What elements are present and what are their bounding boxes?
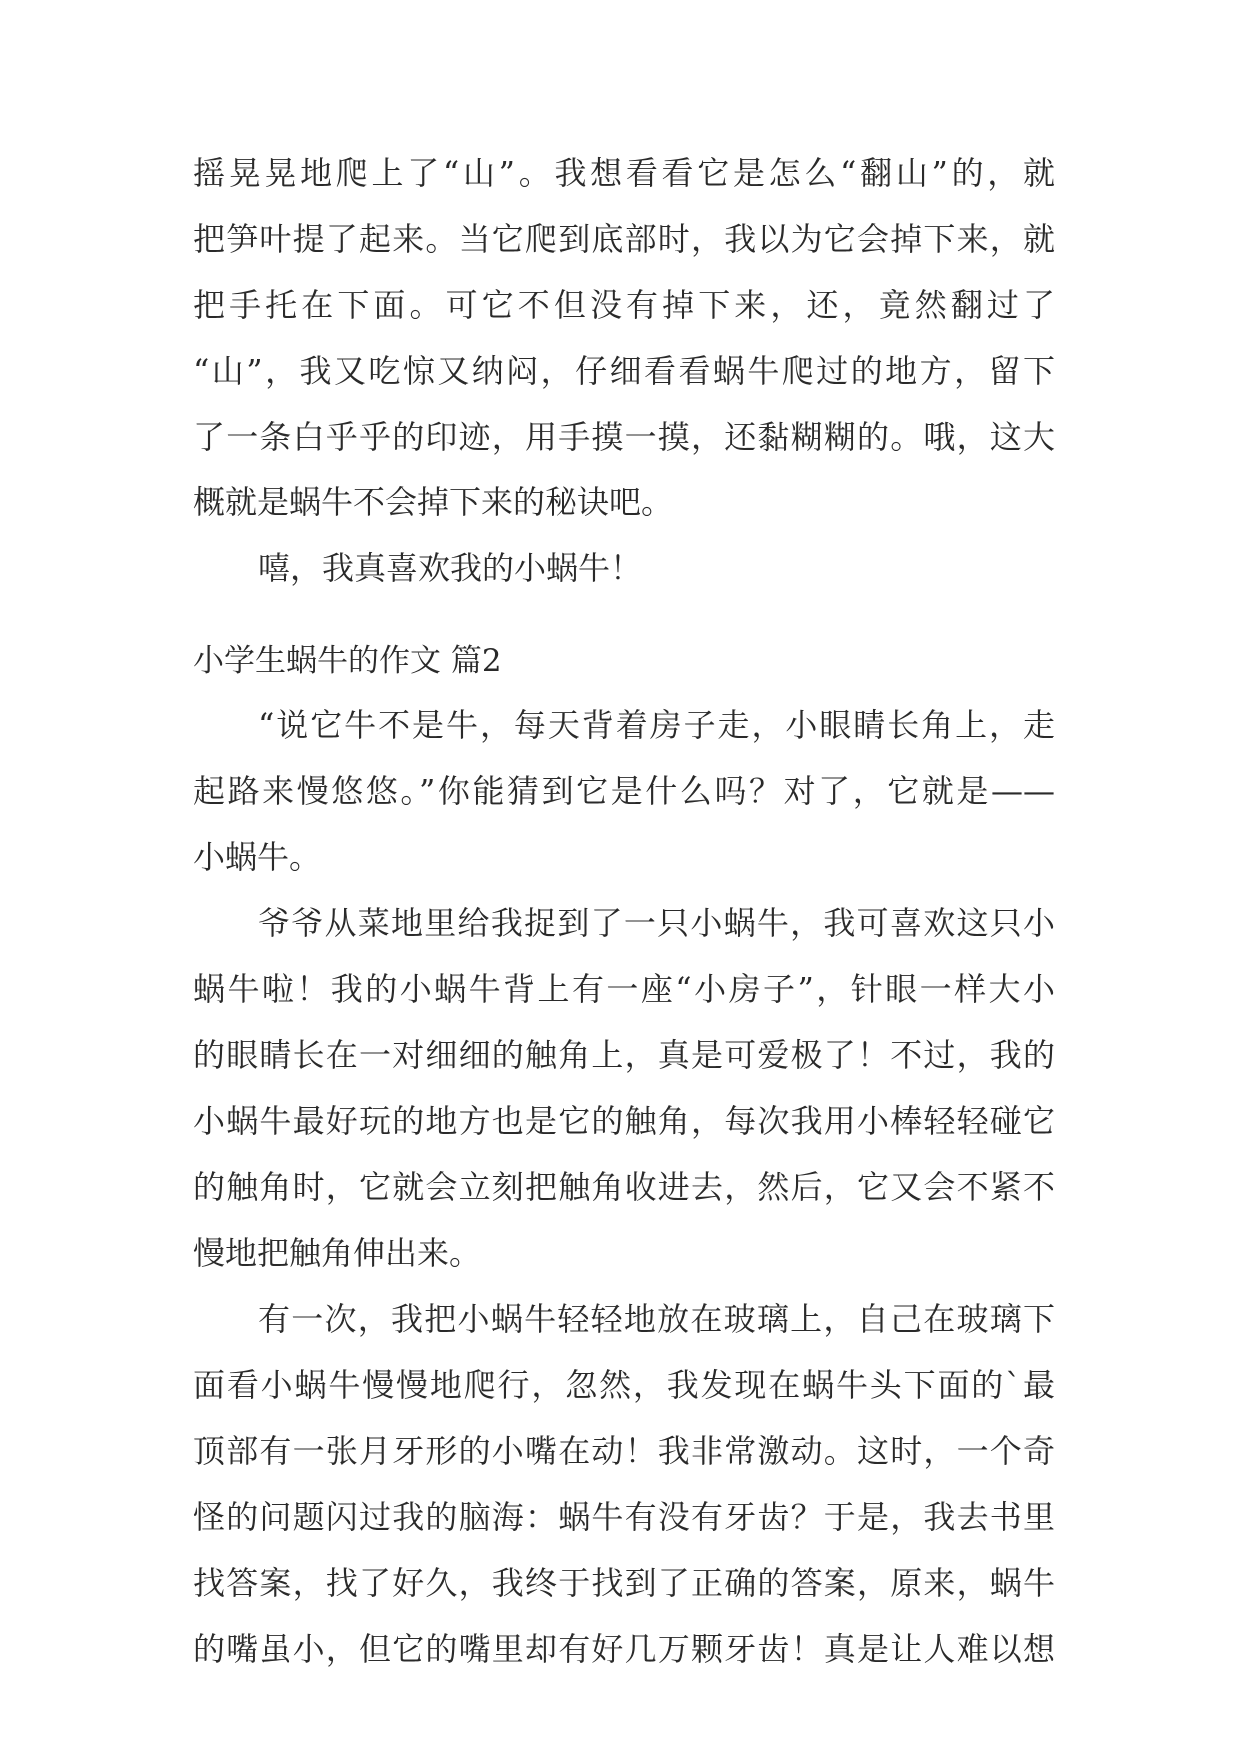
text-line: 爷爷从菜地里给我捉到了一只小蜗牛，我可喜欢这只小	[258, 904, 1055, 942]
text-line: 蜗牛啦！我的小蜗牛背上有一座“小房子”，针眼一样大小	[193, 970, 1055, 1008]
text-line: 的嘴虽小，但它的嘴里却有好几万颗牙齿！真是让人难以想	[193, 1630, 1055, 1668]
text-line: 把笋叶提了起来。当它爬到底部时，我以为它会掉下来，就	[193, 220, 1055, 258]
text-line: 有一次，我把小蜗牛轻轻地放在玻璃上，自己在玻璃下	[258, 1300, 1055, 1338]
text-line: 起路来慢悠悠。”你能猜到它是什么吗？对了，它就是——	[193, 772, 1055, 810]
text-line: 了一条白乎乎的印迹，用手摸一摸，还黏糊糊的。哦，这大	[193, 418, 1055, 456]
text-line: 面看小蜗牛慢慢地爬行，忽然，我发现在蜗牛头下面的`最	[193, 1366, 1055, 1404]
text-line: 的眼睛长在一对细细的触角上，真是可爱极了！不过，我的	[193, 1036, 1055, 1074]
text-line: “山”，我又吃惊又纳闷，仔细看看蜗牛爬过的地方，留下	[193, 352, 1055, 390]
text-line: 找答案，找了好久，我终于找到了正确的答案，原来，蜗牛	[193, 1564, 1055, 1602]
text-line: 把手托在下面。可它不但没有掉下来，还，竟然翻过了	[193, 286, 1055, 324]
text-line: 小蜗牛最好玩的地方也是它的触角，每次我用小棒轻轻碰它	[193, 1102, 1055, 1140]
text-line: 的触角时，它就会立刻把触角收进去，然后，它又会不紧不	[193, 1168, 1055, 1206]
text-line: 摇晃晃地爬上了“山”。我想看看它是怎么“翻山”的，就	[193, 154, 1055, 192]
section-heading: 小学生蜗牛的作文 篇2	[193, 643, 502, 679]
text-line: 小蜗牛。	[193, 838, 322, 876]
text-line: 嘻，我真喜欢我的小蜗牛！	[258, 549, 643, 587]
text-line: “说它牛不是牛，每天背着房子走，小眼睛长角上，走	[258, 706, 1055, 744]
text-line: 顶部有一张月牙形的小嘴在动！我非常激动。这时，一个奇	[193, 1432, 1055, 1470]
text-line: 怪的问题闪过我的脑海：蜗牛有没有牙齿？于是，我去书里	[193, 1498, 1055, 1536]
text-line: 慢地把触角伸出来。	[193, 1234, 482, 1272]
text-line: 概就是蜗牛不会掉下来的秘诀吧。	[193, 483, 674, 521]
